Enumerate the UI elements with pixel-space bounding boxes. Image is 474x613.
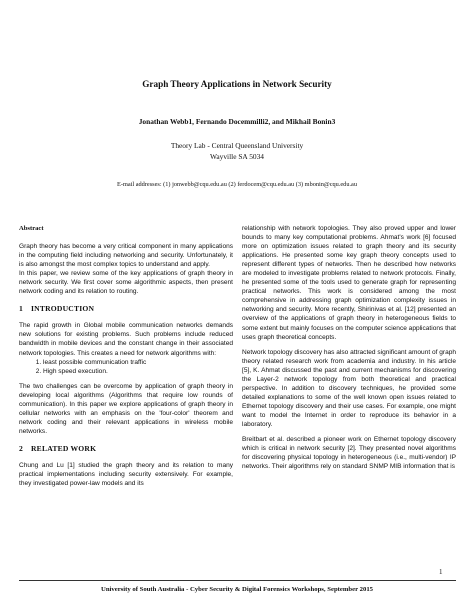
paper-title: Graph Theory Applications in Network Security [142,79,332,89]
section-number: 2 [19,443,23,453]
abstract-heading: Abstract [19,225,44,232]
author-list: Jonathan Webb1, Fernando Docemmilli2, and Mikhail Bonin3 [138,117,336,126]
list-item: 2. High speed execution. [43,367,233,376]
page-footer: University of South Australia - Cyber Security & Digital Forensics Workshops, September 2015 [100,586,374,593]
section-title: INTRODUCTION [31,304,95,314]
right-paragraph-2: Network topology discovery has also attracted significant amount of graph theory related research work from academia and industry. In his article [5], K. Ahmat discussed the past and current mechanisms for discovering the Layer-2 network topology from both theoretical and practical perspective. In addition to discovery techniques, he provided some detailed explanations to some of the well known open issues related to Ethernet topology discovery and their use cases. For example, one might want to model the Internet in order to reproduce its behavior in a laboratory. [242,348,456,428]
intro-paragraph-1: The rapid growth in Global mobile communication networks demands new solutions for existing problems. Such problems include reduced bandwidth in mobile devices and the constant change in their associated network topologies. This creates a need for network algorithms with: [19,322,233,357]
list-item: 1. least possible communication traffic [43,358,233,367]
related-paragraph-1: Chung and Lu [1] studied the graph theory and its relation to many practical implementations including security extensively. For example, they investigated power-law models and its [19,461,233,488]
section-number: 1 [19,304,23,314]
right-column [242,224,456,471]
abstract-paragraph-1: Graph theory has become a very critical component in many applications in the computing field including networking and security. Unfortunately, it is also amongst the most complex topics to understand and apply. [19,243,233,269]
affiliation-line-1: Theory Lab - Central Queensland University [170,141,304,150]
section-title: RELATED WORK [31,443,97,453]
right-paragraph-1: relationship with network topologies. They also proved upper and lower bounds to many key computational problems. Ahmat's work [6] focused more on optimization issues related to graph theory and its security applications. He presented some key graph theory concepts used to represent different types of networks. Then he described how networks are modeled to investigate problems related to network protocols. Finally, he presented some of the tools used to generate graph for representing practical networks. This work is considered among the most comprehensive in addressing graph optimization complexity issues in networking and security. More recently, Shirinivas et al. [12] presented an overview of the applications of graph theory in heterogeneous fields to some extent but mainly focuses on the computer science applications that uses graph theoretical concepts. [242,225,456,341]
affiliation [0,141,474,162]
right-paragraph-3: Breitbart et al. described a pioneer work on Ethernet topology discovery which is critical in network security [2]. They presented novel algorithms for discovering physical topology in heterogeneous (i.e., multi-vendor) IP networks. Their algorithms rely on standard SNMP MIB information that is [242,436,456,471]
affiliation-line-2: Wayville SA 5034 [209,151,264,161]
email-addresses: E-mail addresses: (1) jonwebb@cqu.edu.au (2) ferdocem@cqu.edu.au (3) mbonin@cqu.edu.au [117,181,357,188]
page-number: 1 [439,568,443,576]
section-heading-related-work [19,444,233,453]
section-heading-introduction [19,304,233,313]
intro-paragraph-2: The two challenges can be overcome by application of graph theory in developing local algorithms (Algorithms that require low rounds of communication). In this paper we explore applications of graph theory in cellular networks with an emphasis on the 'four-color' theorem and network coding and their relevant applications in wireless mobile networks. [19,382,233,435]
abstract-paragraph-2: In this paper, we review some of the key applications of graph theory in network security. We first cover some algorithmic aspects, then present network coding and its relation to routing. [19,270,233,296]
requirements-list [19,358,233,376]
footer-divider [19,580,456,581]
left-column [19,224,233,488]
